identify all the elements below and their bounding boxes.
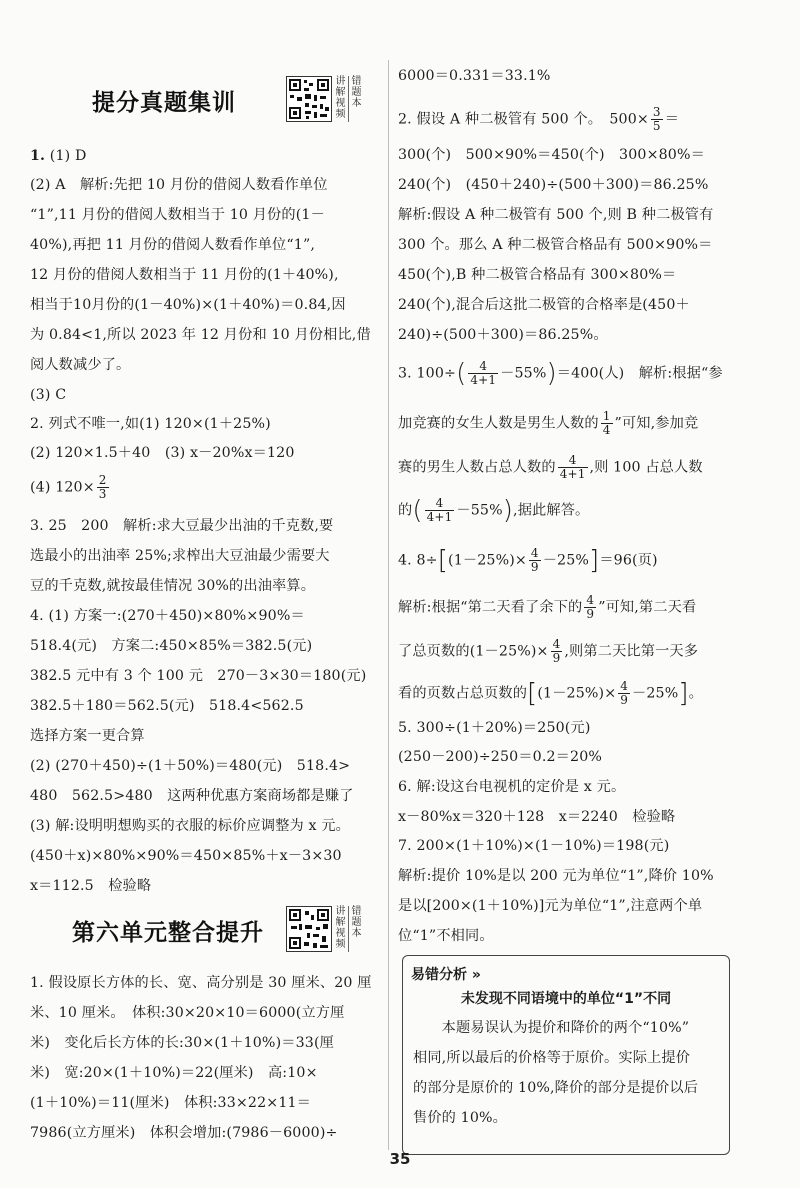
text-span: 2. 假设 A 种二极管有 500 个。 500× [398, 111, 649, 128]
text-line: (450＋x)×80%×90%＝450×85%＋x－3×30 [30, 848, 342, 864]
text-line: (2) A 解析:先把 10 月份的借阅人数看作单位 [30, 177, 328, 193]
text-line: 382.5＋180＝562.5(元) 518.4<562.5 [30, 698, 304, 714]
fraction: $\frac{4}{9}$ [530, 546, 539, 574]
text-line: 位“1”不相同。 [398, 928, 494, 944]
text-line [30, 474, 111, 501]
text-line: 7986(立方厘米) 体积会增加:(7986－6000)÷ [30, 1125, 338, 1141]
section-title: 第六单元整合提升 [72, 920, 264, 946]
qr-code-icon[interactable] [286, 906, 332, 952]
text-line: 240(个),混合后这批二极管的合格率是(450＋ [398, 297, 690, 313]
text-line: 米) 宽:20×(1＋10%)＝22(厘米) 高:10× [30, 1065, 318, 1081]
page-number: 35 [389, 1150, 411, 1168]
text-line: 6000＝0.331＝33.1% [398, 68, 551, 84]
text-line: 240)÷(500＋300)＝86.25%。 [398, 327, 608, 343]
text-line: 是以[200×(1＋10%)]元为单位“1”,注意两个单 [398, 898, 703, 914]
text-line: 解析:根据“第二天看了余下的 $\frac{4}{9}$ ”可知,第二天看 [398, 593, 697, 621]
text-line: 选择方案一更合算 [30, 728, 145, 744]
qr-code-icon[interactable] [286, 76, 332, 122]
text-line: 1. 假设原长方体的长、宽、高分别是 30 厘米、20 厘 [30, 975, 372, 991]
text-line: 米、10 厘米。 体积:30×20×10＝6000(立方厘 [30, 1005, 345, 1021]
text-line: 240(个) (450＋240)÷(500＋300)＝86.25% [398, 177, 709, 193]
fraction: $\frac{1}{4}$ [602, 409, 611, 437]
fraction: $\frac{4}{9}$ [552, 637, 561, 665]
section-header-2 [30, 900, 382, 960]
column-divider [388, 60, 389, 1150]
text-line: 相同,所以最后的价格等于原价。实际上提价 [413, 1050, 691, 1066]
qr-caption-video: 讲解视频 [335, 76, 346, 120]
text-line: (1＋10%)＝11(厘米) 体积:33×22×11＝ [30, 1095, 312, 1111]
qr-caption-rule [348, 906, 349, 952]
section-header-1 [30, 70, 382, 130]
text-line: (3) 解:设明明想购买的衣服的标价应调整为 x 元。 [30, 818, 351, 834]
text-line: 7. 200×(1＋10%)×(1－10%)＝198(元) [398, 838, 670, 854]
text-line: 了总页数的(1－25%)× $\frac{4}{9}$ ,则第二天比第一天多 [398, 637, 699, 665]
qr-caption-video: 讲解视频 [335, 906, 346, 950]
text-line: 米) 变化后长方体的长:30×(1＋10%)＝33(厘 [30, 1035, 334, 1051]
text-line: 赛的男生人数占总人数的 $\frac{4}{4+1}$ ,则 100 占总人数 [398, 453, 703, 481]
text-line: 选最小的出油率 25%;求榨出大豆油最少需要大 [30, 548, 330, 564]
text-line: 3. 25 200 解析:求大豆最少出油的千克数,要 [30, 518, 334, 534]
fraction: $\frac{4}{4+1}$ [559, 453, 586, 481]
qr-caption-errors: 错题本 [351, 906, 362, 939]
text-line: 5. 300÷(1＋20%)＝250(元) [398, 720, 591, 736]
text-line: “1”,11 月份的借阅人数相当于 10 月份的(1－ [30, 207, 325, 223]
text-line: x－80%x＝320＋128 x＝2240 检验略 [398, 809, 676, 825]
text-line: 4. (1) 方案一:(270＋450)×80%×90%＝ [30, 608, 305, 624]
text-line: 阅人数减少了。 [30, 357, 131, 373]
text-line: 加竞赛的女生人数是男生人数的 $\frac{1}{4}$ ”可知,参加竞 [398, 409, 699, 437]
text-line: 12 月份的借阅人数相当于 11 月份的(1＋40%), [30, 267, 339, 283]
text-line: 2. 假设 A 种二极管有 500 个。 500× $\frac{3}{5}$ ＝ [398, 105, 680, 133]
fraction: $\frac{4}{4+1}$ [426, 496, 453, 524]
fraction: $\frac{2}{3}$ [98, 473, 107, 501]
text-line: 2. 列式不唯一,如(1) 120×(1＋25%) [30, 416, 271, 432]
text-line: 4. 8÷[(1－25%)× $\frac{4}{9}$ －25%]＝96(页) [398, 545, 658, 576]
error-analysis-box [402, 955, 730, 1155]
section-title: 提分真题集训 [92, 90, 236, 116]
error-analysis-heading: 未发现不同语境中的单位“1”不同 [460, 991, 672, 1007]
fraction: $\frac{4}{9}$ [620, 679, 629, 707]
text-line: 6. 解:设这台电视机的定价是 x 元。 [398, 779, 626, 795]
text-line: (3) C [30, 387, 67, 403]
text-line: 为 0.84<1,所以 2023 年 12 月份和 10 月份相比,借 [30, 327, 371, 343]
text-line: 相当于10月份的(1－40%)×(1＋40%)＝0.84,因 [30, 297, 346, 313]
text-line: 1. (1) D [30, 148, 87, 164]
text-line: 518.4(元) 方案二:450×85%＝382.5(元) [30, 638, 313, 654]
text-line: 豆的千克数,就按最佳情况 30%的出油率算。 [30, 578, 316, 594]
text-line: 的( $\frac{4}{4+1}$ －55%),据此解答。 [398, 495, 590, 526]
fraction: $\frac{3}{5}$ [652, 105, 661, 133]
text-line: 3. 100÷( $\frac{4}{4+1}$ －55%)＝400(人) 解析:根据“参 [398, 358, 723, 389]
qr-caption-rule [348, 76, 349, 122]
text-line: 的部分是原价的 10%,降价的部分是提价以后 [413, 1080, 699, 1096]
text-line: 300(个) 500×90%＝450(个) 300×80%＝ [398, 147, 705, 163]
fraction: $\frac{4}{9}$ [586, 593, 595, 621]
text-line: (2) (270＋450)÷(1＋50%)＝480(元) 518.4> [30, 758, 351, 774]
text-line: 解析:假设 A 种二极管有 500 个,则 B 种二极管有 [398, 207, 714, 223]
text-line: 40%),再把 11 月份的借阅人数看作单位“1”, [30, 237, 316, 253]
text-span: (4) 120× [30, 479, 95, 496]
text-line: 看的页数占总页数的[(1－25%)× $\frac{4}{9}$ －25%]。 [398, 678, 704, 709]
text-line: 382.5 元中有 3 个 100 元 270－3×30＝180(元) [30, 668, 367, 684]
text-line: 300 个。那么 A 种二极管合格品有 500×90%＝ [398, 237, 713, 253]
text-line: 本题易误认为提价和降价的两个“10%” [413, 1020, 690, 1036]
qr-caption-errors: 错题本 [351, 76, 362, 109]
text-line: 480 562.5>480 这两种优惠方案商场都是赚了 [30, 788, 354, 804]
text-line: (250－200)÷250＝0.2＝20% [398, 749, 603, 765]
fraction: $\frac{4}{4+1}$ [470, 359, 497, 387]
text-line: 售价的 10%。 [413, 1110, 507, 1126]
text-line: 解析:提价 10%是以 200 元为单位“1”,降价 10% [398, 868, 714, 884]
error-analysis-tag: 易错分析 » [411, 967, 481, 983]
text-line: 450(个),B 种二极管合格品有 300×80%＝ [398, 267, 677, 283]
text-line: x＝112.5 检验略 [30, 878, 152, 894]
text-line: (2) 120×1.5＋40 (3) x－20%x＝120 [30, 445, 295, 461]
